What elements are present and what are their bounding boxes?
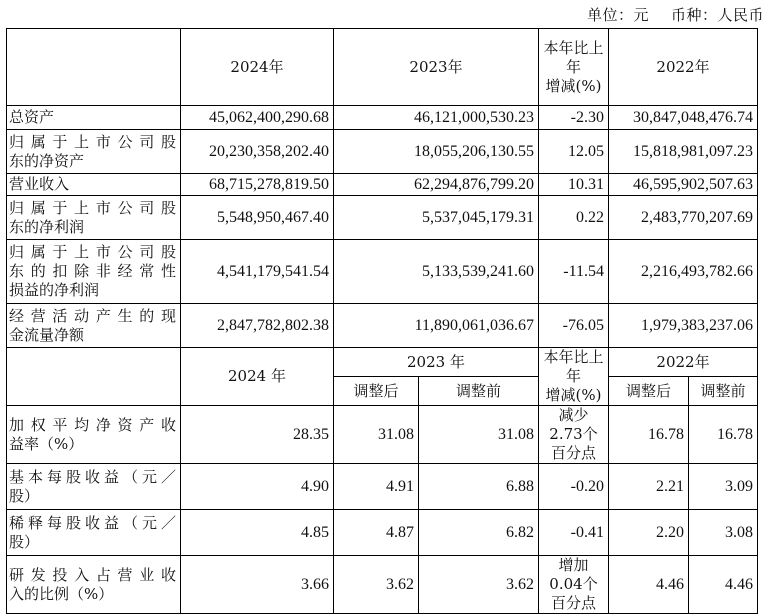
value-change: -0.20 — [539, 464, 609, 510]
value-2024: 2,847,782,802.38 — [181, 304, 334, 348]
value-2024: 5,548,950,467.40 — [181, 196, 334, 240]
value-2024: 3.66 — [181, 556, 334, 614]
value-2023-adjusted: 4.91 — [334, 464, 419, 510]
value-change: -11.54 — [539, 240, 609, 304]
header-change-line2: 增减(%) — [545, 386, 602, 404]
row-label: 营业收入 — [7, 174, 181, 196]
value-2022: 30,847,048,476.74 — [609, 106, 758, 130]
header-change-line1: 本年比上年 — [543, 348, 604, 385]
subheader-2022-adjusted: 调整后 — [609, 377, 689, 406]
table-row — [7, 556, 758, 614]
table-row — [7, 406, 758, 464]
value-change: -0.41 — [539, 510, 609, 556]
unit-line — [587, 4, 764, 25]
row-label: 稀释每股收益（元／ 股） — [7, 510, 181, 556]
value-2024: 68,715,278,819.50 — [181, 174, 334, 196]
value-change: -2.30 — [539, 106, 609, 130]
value-2024: 28.35 — [181, 406, 334, 464]
header-item-cell — [7, 29, 181, 106]
value-2023-adjusted: 31.08 — [334, 406, 419, 464]
value-2022: 1,979,383,237.06 — [609, 304, 758, 348]
header-2024: 2024 年 — [181, 348, 334, 406]
value-change: 12.05 — [539, 130, 609, 174]
header-2023: 2023 年 — [334, 348, 539, 377]
row-label: 归属于上市公司股 东的扣除非经常性 损益的净利润 — [7, 240, 181, 304]
table-row — [7, 130, 758, 174]
header-2024: 2024年 — [181, 29, 334, 106]
row-label: 归属于上市公司股 东的净资产 — [7, 130, 181, 174]
header-change-line2: 增减(%) — [545, 76, 602, 95]
table-row — [7, 510, 758, 556]
header-change — [539, 29, 609, 106]
currency-label: 币种：人民币 — [670, 6, 764, 24]
value-2023-before: 6.82 — [419, 510, 539, 556]
value-2023: 11,890,061,036.67 — [334, 304, 539, 348]
value-2022-adjusted: 2.20 — [609, 510, 689, 556]
table-row — [7, 174, 758, 196]
table-row — [7, 304, 758, 348]
value-change: -76.05 — [539, 304, 609, 348]
section1-header-row — [7, 29, 758, 106]
value-2022-adjusted: 16.78 — [609, 406, 689, 464]
row-label: 加权平均净资产收 益率（%） — [7, 406, 181, 464]
header-item-cell — [7, 348, 181, 406]
value-2023: 5,133,539,241.60 — [334, 240, 539, 304]
row-label: 归属于上市公司股 东的净利润 — [7, 196, 181, 240]
value-2023: 46,121,000,530.23 — [334, 106, 539, 130]
value-2022-before: 3.08 — [689, 510, 758, 556]
value-2024: 4,541,179,541.54 — [181, 240, 334, 304]
unit-label: 单位：元 — [586, 6, 649, 24]
value-2022-adjusted: 4.46 — [609, 556, 689, 614]
value-2022: 2,216,493,782.66 — [609, 240, 758, 304]
value-2022-before: 3.09 — [689, 464, 758, 510]
header-change-line1: 本年比上年 — [543, 38, 604, 76]
subheader-2023-before: 调整前 — [419, 377, 539, 406]
value-2023-before: 6.88 — [419, 464, 539, 510]
value-2023-adjusted: 4.87 — [334, 510, 419, 556]
value-2024: 4.85 — [181, 510, 334, 556]
value-2023: 18,055,206,130.55 — [334, 130, 539, 174]
row-label: 研发投入占营业收 入的比例（%） — [7, 556, 181, 614]
table-row — [7, 464, 758, 510]
header-2022: 2022年 — [609, 29, 758, 106]
value-2022-before: 4.46 — [689, 556, 758, 614]
value-change: 增加0.04个 百分点 — [539, 556, 609, 614]
value-2024: 4.90 — [181, 464, 334, 510]
subheader-2023-adjusted: 调整后 — [334, 377, 419, 406]
value-change: 0.22 — [539, 196, 609, 240]
section2-header-row — [7, 348, 758, 377]
financial-table — [6, 28, 758, 614]
row-label: 基本每股收益（元／ 股） — [7, 464, 181, 510]
value-2023: 5,537,045,179.31 — [334, 196, 539, 240]
value-2024: 45,062,400,290.68 — [181, 106, 334, 130]
value-2022-before: 16.78 — [689, 406, 758, 464]
row-label: 经营活动产生的现 金流量净额 — [7, 304, 181, 348]
header-2023: 2023年 — [334, 29, 539, 106]
value-2022: 2,483,770,207.69 — [609, 196, 758, 240]
table-row — [7, 240, 758, 304]
value-2022: 46,595,902,507.63 — [609, 174, 758, 196]
row-label: 总资产 — [7, 106, 181, 130]
value-2024: 20,230,358,202.40 — [181, 130, 334, 174]
value-change: 减少2.73个 百分点 — [539, 406, 609, 464]
table-row — [7, 196, 758, 240]
value-2022: 15,818,981,097.23 — [609, 130, 758, 174]
table-row — [7, 106, 758, 130]
value-2023-adjusted: 3.62 — [334, 556, 419, 614]
value-change: 10.31 — [539, 174, 609, 196]
header-2022: 2022年 — [609, 348, 758, 377]
subheader-2022-before: 调整前 — [689, 377, 758, 406]
header-change — [539, 348, 609, 406]
value-2023: 62,294,876,799.20 — [334, 174, 539, 196]
value-2022-adjusted: 2.21 — [609, 464, 689, 510]
value-2023-before: 31.08 — [419, 406, 539, 464]
value-2023-before: 3.62 — [419, 556, 539, 614]
